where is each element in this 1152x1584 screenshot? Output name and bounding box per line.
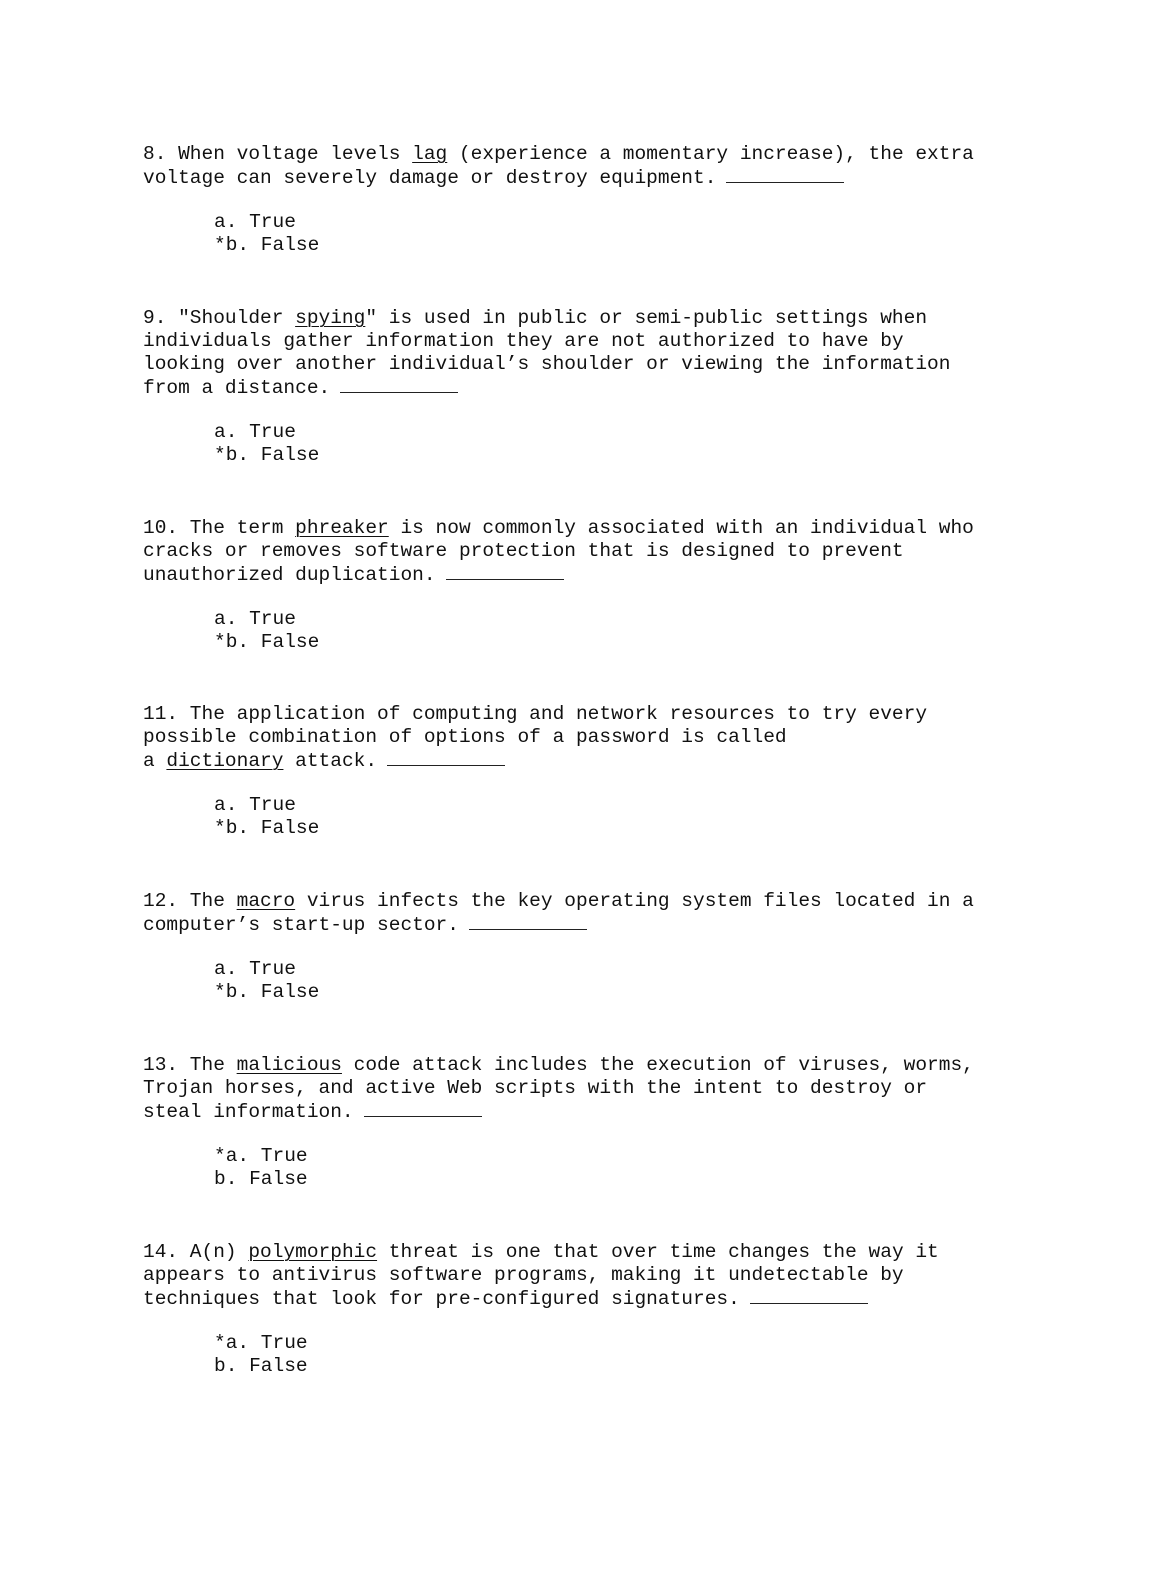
answer-blank <box>387 749 505 766</box>
answer-blank <box>340 376 458 393</box>
answer-blank <box>469 913 587 930</box>
answer-option: a. True <box>214 958 296 980</box>
question-text: computer’s start-up sector. <box>143 914 459 936</box>
answer-option: *a. True <box>214 1145 308 1167</box>
question-text-line <box>143 913 1003 936</box>
question-block <box>143 1054 1003 1190</box>
answer-option: b. False <box>214 1354 308 1377</box>
answer-blank <box>364 1100 482 1117</box>
question-text-line <box>143 749 1003 772</box>
answer-blank <box>726 166 844 183</box>
question-block <box>143 143 1003 256</box>
question-block <box>143 307 1003 466</box>
question-text-line <box>143 330 1003 353</box>
answer-options <box>214 211 1003 256</box>
question-text-line <box>143 1100 1003 1123</box>
answer-option: a. True <box>214 794 296 816</box>
question-text-line <box>143 563 1003 586</box>
question-block <box>143 703 1003 839</box>
question-text: looking over another individual’s shoulder or viewing the information <box>143 353 951 375</box>
question-text: a <box>143 750 167 772</box>
answer-blank <box>446 563 564 580</box>
answer-option: *a. True <box>214 1332 308 1354</box>
question-text: steal information. <box>143 1101 354 1123</box>
question-text: 9. "Shoulder <box>143 307 296 329</box>
question-text-line <box>143 1264 1003 1287</box>
underlined-term: lag <box>412 143 448 165</box>
question-text-line <box>143 166 1003 189</box>
question-text: individuals gather information they are not authorized to have by <box>143 330 904 352</box>
question-text-line <box>143 1241 1003 1264</box>
question-text-line <box>143 1054 1003 1077</box>
underlined-term: macro <box>236 890 296 912</box>
question-text-line <box>143 726 1003 749</box>
question-text: code attack includes the execution of viruses, worms, <box>341 1054 974 1076</box>
question-text: " is used in public or semi-public settings when <box>365 307 928 329</box>
question-text: techniques that look for pre-configured signatures. <box>143 1288 740 1310</box>
answer-option: *b. False <box>214 980 320 1003</box>
question-text: appears to antivirus software programs, making it undetectable by <box>143 1264 904 1286</box>
question-block <box>143 890 1003 1003</box>
question-text-line <box>143 1077 1003 1100</box>
answer-options <box>214 958 1003 1003</box>
underlined-term: polymorphic <box>248 1241 378 1263</box>
question-text: virus infects the key operating system files located in a <box>295 890 974 912</box>
question-text: 12. The <box>143 890 237 912</box>
answer-options <box>214 608 1003 653</box>
question-text-line <box>143 1287 1003 1310</box>
answer-blank <box>750 1287 868 1304</box>
question-text-line <box>143 353 1003 376</box>
question-text: 11. The application of computing and network resources to try every <box>143 703 928 725</box>
question-text: 8. When voltage levels <box>143 143 413 165</box>
question-text: 13. The <box>143 1054 237 1076</box>
question-block <box>143 517 1003 653</box>
answer-option: *b. False <box>214 233 320 256</box>
answer-option: a. True <box>214 211 296 233</box>
question-text: attack. <box>283 750 378 772</box>
question-text-line <box>143 890 1003 913</box>
question-text-line <box>143 307 1003 330</box>
question-text-line <box>143 540 1003 563</box>
question-block <box>143 1241 1003 1377</box>
question-text-line <box>143 517 1003 540</box>
question-text: Trojan horses, and active Web scripts with the intent to destroy or <box>143 1077 928 1099</box>
question-text: unauthorized duplication. <box>143 564 436 586</box>
question-text-line <box>143 376 1003 399</box>
answer-options <box>214 794 1003 839</box>
question-text: cracks or removes software protection that is designed to prevent <box>143 540 904 562</box>
answer-option: a. True <box>214 421 296 443</box>
question-text: 14. A(n) <box>143 1241 249 1263</box>
underlined-term: spying <box>295 307 366 329</box>
question-text: possible combination of options of a password is called <box>143 726 787 748</box>
answer-options <box>214 1145 1003 1190</box>
answer-options <box>214 421 1003 466</box>
question-text: from a distance. <box>143 377 331 399</box>
question-text: threat is one that over time changes the way it <box>377 1241 939 1263</box>
question-text: (experience a momentary increase), the extra <box>447 143 974 165</box>
underlined-term: phreaker <box>295 517 389 539</box>
question-text: voltage can severely damage or destroy equipment. <box>143 167 717 189</box>
underlined-term: dictionary <box>166 750 284 772</box>
answer-option: *b. False <box>214 630 320 653</box>
answer-option: *b. False <box>214 443 320 466</box>
question-text-line <box>143 703 1003 726</box>
question-text-line <box>143 143 1003 166</box>
question-text: 10. The term <box>143 517 296 539</box>
answer-option: *b. False <box>214 816 320 839</box>
question-text: is now commonly associated with an individual who <box>388 517 974 539</box>
answer-options <box>214 1332 1003 1377</box>
answer-option: a. True <box>214 608 296 630</box>
answer-option: b. False <box>214 1167 308 1190</box>
underlined-term: malicious <box>236 1054 342 1076</box>
